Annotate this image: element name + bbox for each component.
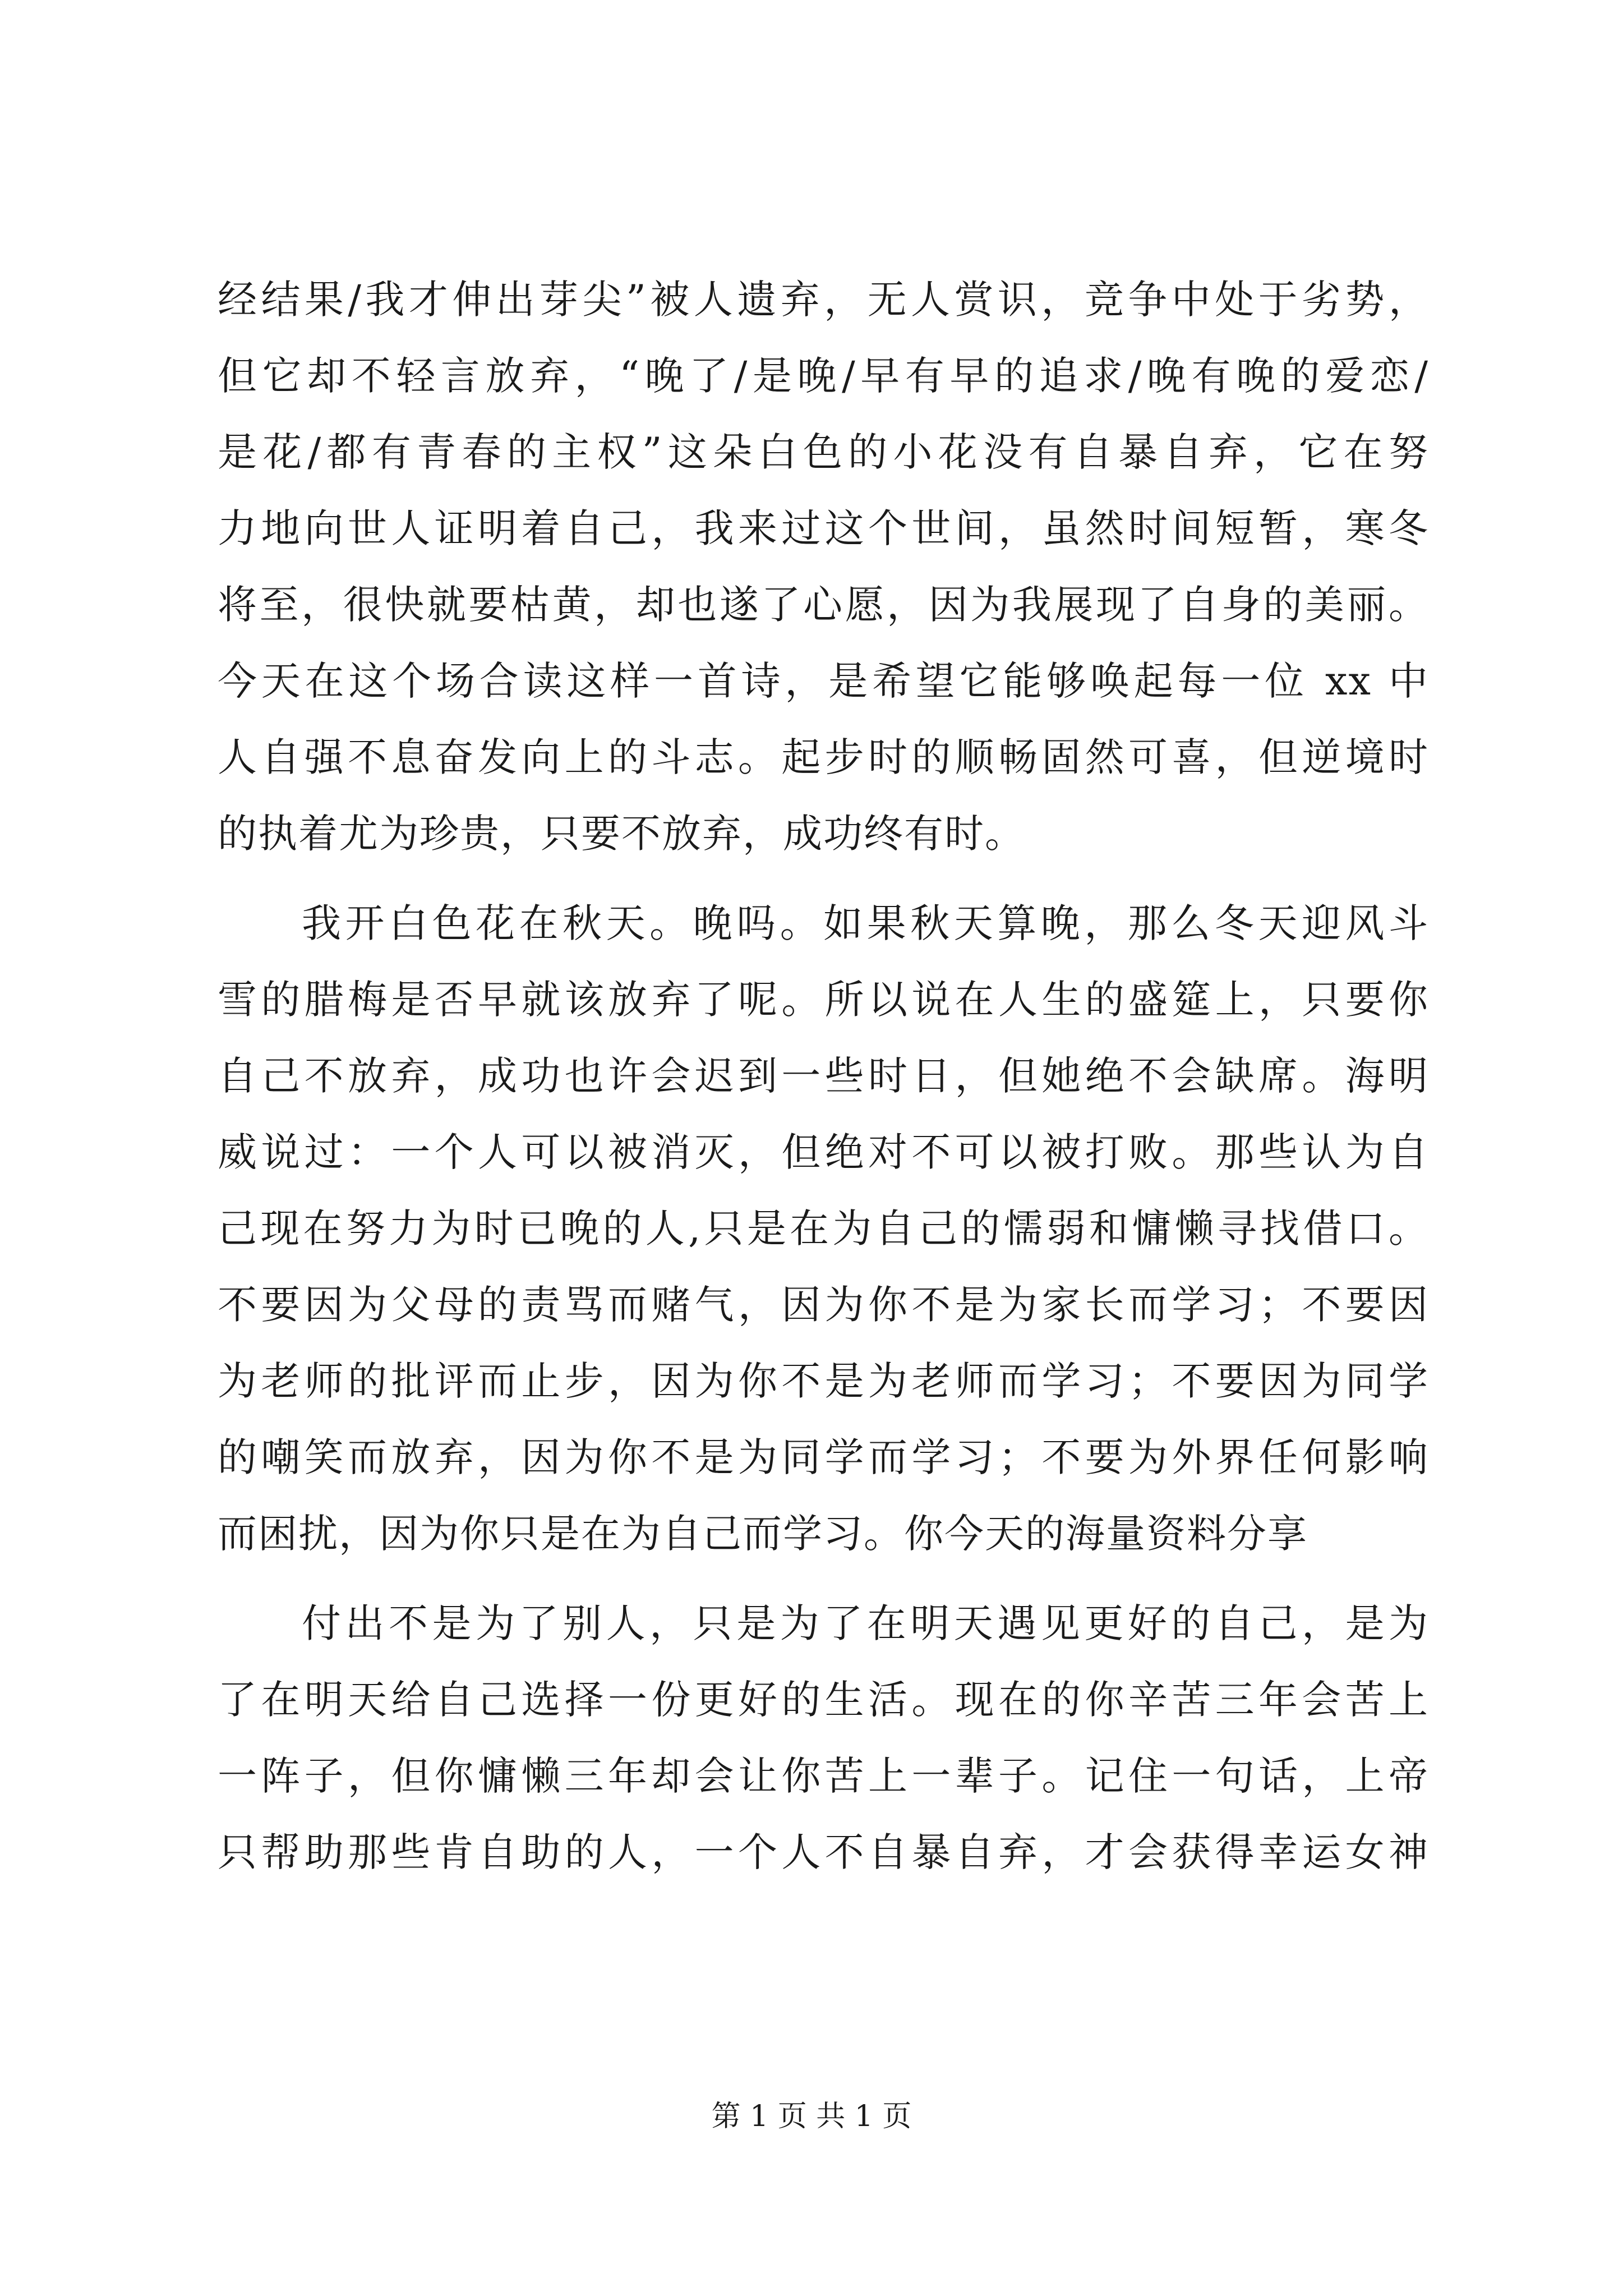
paragraph (218, 1585, 1429, 1890)
text-line: 将至，很快就要枯黄，却也遂了心愿，因为我展现了自身的美丽。 (218, 582, 1429, 628)
text-line: 一阵子，但你慵懒三年却会让你苦上一辈子。记住一句话，上帝 (218, 1753, 1429, 1799)
text-line: 付出不是为了别人，只是为了在明天遇见更好的自己，是为 (302, 1600, 1429, 1646)
document-body (218, 261, 1429, 1890)
text-line: 而困扰，因为你只是在为自己而学习。你今天的海量资料分享 (218, 1511, 1308, 1557)
text-line: 的嘲笑而放弃，因为你不是为同学而学习；不要为外界任何影响 (218, 1434, 1429, 1480)
text-line: 自己不放弃，成功也许会迟到一些时日，但她绝不会缺席。海明 (218, 1053, 1429, 1099)
text-line: 威说过：一个人可以被消灭，但绝对不可以被打败。那些认为自 (218, 1129, 1429, 1175)
text-line: 但它却不轻言放弃，“晚了/是晚/早有早的追求/晚有晚的爱恋/ (218, 353, 1429, 399)
text-line: 为老师的批评而止步，因为你不是为老师而学习；不要因为同学 (218, 1358, 1429, 1404)
text-line: 只帮助那些肯自助的人，一个人不自暴自弃，才会获得幸运女神 (218, 1829, 1429, 1875)
page-footer: 第 1 页 共 1 页 (711, 2100, 912, 2133)
text-line: 不要因为父母的责骂而赌气，因为你不是为家长而学习；不要因 (218, 1282, 1429, 1328)
text-line: 己现在努力为时已晚的人,只是在为自己的懦弱和慵懒寻找借口。 (218, 1205, 1429, 1251)
text-line: 经结果/我才伸出芽尖”被人遗弃，无人赏识，竞争中处于劣势， (218, 277, 1429, 323)
text-line: 是花/都有青春的主权”这朵白色的小花没有自暴自弃，它在努 (218, 429, 1429, 475)
text-line: 今天在这个场合读这样一首诗，是希望它能够唤起每一位 xx 中 (218, 658, 1429, 704)
text-line: 力地向世人证明着自己，我来过这个世间，虽然时间短暂，寒冬 (218, 505, 1429, 551)
text-line: 了在明天给自己选择一份更好的生活。现在的你辛苦三年会苦上 (218, 1677, 1429, 1723)
paragraph (218, 885, 1429, 1572)
paragraph-gap (218, 872, 1429, 885)
text-line: 我开白色花在秋天。晚吗。如果秋天算晚，那么冬天迎风斗 (302, 900, 1429, 946)
text-line: 的执着尤为珍贵，只要不放弃，成功终有时。 (218, 811, 1025, 857)
paragraph-gap (218, 1572, 1429, 1585)
text-line: 人自强不息奋发向上的斗志。起步时的顺畅固然可喜，但逆境时 (218, 734, 1429, 780)
paragraph (218, 261, 1429, 872)
text-line: 雪的腊梅是否早就该放弃了呢。所以说在人生的盛筵上，只要你 (218, 977, 1429, 1023)
